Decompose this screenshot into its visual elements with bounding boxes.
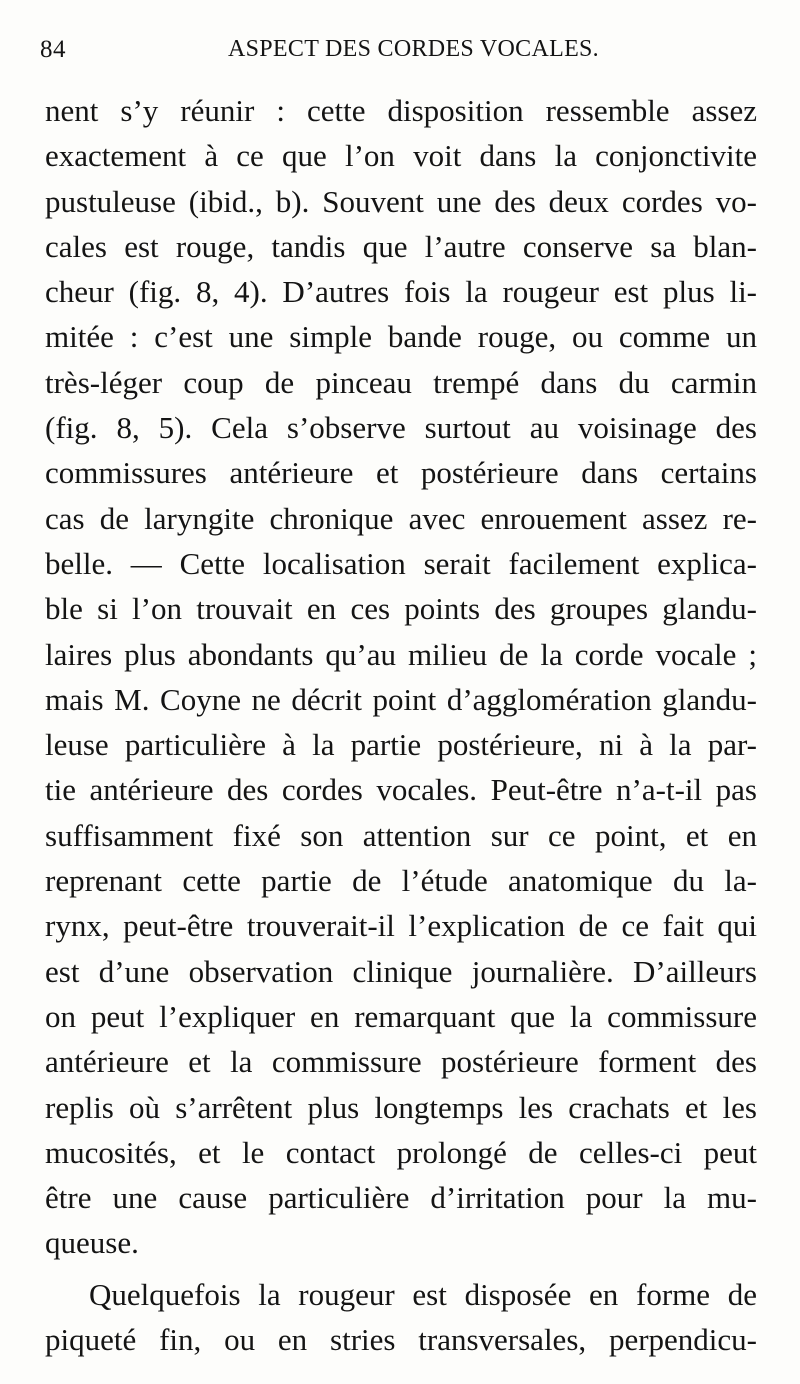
text-line: (fig. 8, 5). Cela s’observe surtout au voisinage des: [45, 410, 757, 446]
text-line: mais M. Coyne ne décrit point d’agglomération glandu-: [45, 681, 757, 717]
running-head: [40, 36, 760, 76]
text-line: suffisamment fixé son attention sur ce point, et en: [45, 817, 757, 853]
text-line: on peut l’expliquer en remarquant que la commissure: [45, 998, 757, 1034]
text-line: très-léger coup de pinceau trempé dans du carmin: [45, 364, 757, 400]
text-line: rynx, peut-être trouverait-il l’explication de ce fait qui: [45, 908, 757, 944]
text-line: reprenant cette partie de l’étude anatomique du la-: [45, 863, 757, 899]
text-line: exactement à ce que l’on voit dans la conjonctivite: [45, 138, 757, 174]
text-line: cheur (fig. 8, 4). D’autres fois la rougeur est plus li-: [45, 274, 757, 310]
text-line: replis où s’arrêtent plus longtemps les crachats et les: [45, 1089, 757, 1125]
text-line: laires plus abondants qu’au milieu de la corde vocale ;: [45, 636, 757, 672]
paragraph-end-line: queuse.: [45, 1225, 139, 1261]
running-title: ASPECT DES CORDES VOCALES.: [228, 36, 599, 62]
text-line: commissures antérieure et postérieure dans certains: [45, 455, 757, 491]
body-text: [45, 88, 757, 1362]
text-line: cas de laryngite chronique avec enrouement assez re-: [45, 500, 757, 536]
text-line: cales est rouge, tandis que l’autre conserve sa blan-: [45, 228, 757, 264]
text-line: nent s’y réunir : cette disposition ressemble assez: [45, 93, 757, 128]
text-line: piqueté fin, ou en stries transversales, perpendicu-: [45, 1322, 757, 1358]
text-line: tie antérieure des cordes vocales. Peut-être n’a-t-il pas: [45, 772, 757, 808]
paragraph-start-line: Quelquefois la rougeur est disposée en forme de: [89, 1276, 757, 1312]
page-number: 84: [40, 36, 66, 63]
text-line: ble si l’on trouvait en ces points des groupes glandu-: [45, 591, 757, 627]
text-line: belle. — Cette localisation serait facilement explica-: [45, 545, 757, 581]
text-line: mucosités, et le contact prolongé de celles-ci peut: [45, 1134, 757, 1170]
text-line: leuse particulière à la partie postérieure, ni à la par-: [45, 727, 757, 763]
text-line: est d’une observation clinique journalière. D’ailleurs: [45, 953, 757, 989]
text-line: être une cause particulière d’irritation pour la mu-: [45, 1180, 757, 1216]
text-line: antérieure et la commissure postérieure forment des: [45, 1044, 757, 1080]
text-line: pustuleuse (ibid., b). Souvent une des deux cordes vo-: [45, 183, 757, 219]
text-line: mitée : c’est une simple bande rouge, ou comme un: [45, 319, 757, 355]
